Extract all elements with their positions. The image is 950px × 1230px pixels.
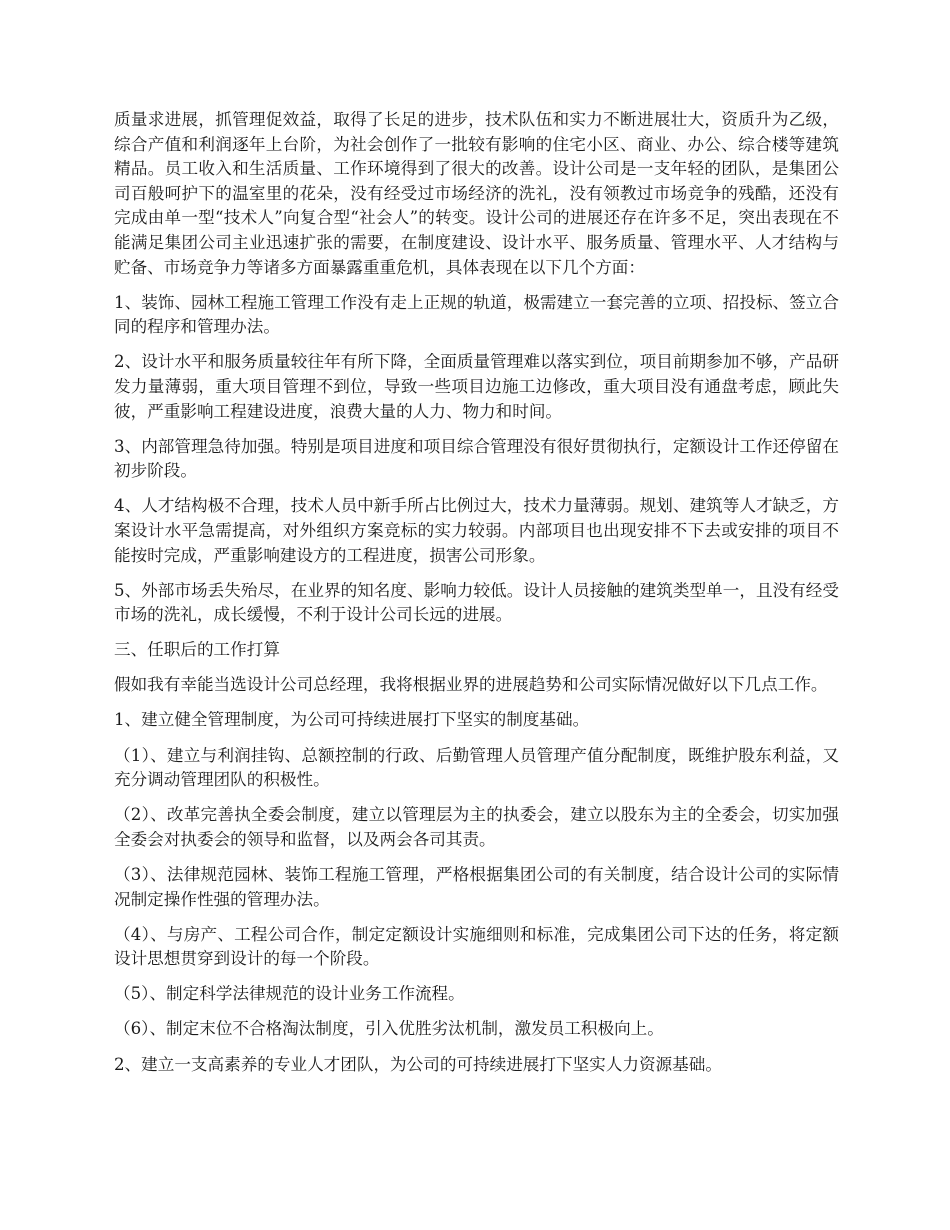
- plan-subitem-6: （6）、制定末位不合格淘汰制度，引入优胜劣汰机制，激发员工积极向上。: [114, 1019, 664, 1039]
- plan-subitem-3: （3）、法律规范园林、装饰工程施工管理，严格根据集团公司的有关制度，结合设计公司的实际情况制定操作性强的管理办法。: [114, 864, 839, 909]
- plan-subitem-5: （5）、制定科学法律规范的设计业务工作流程。: [114, 984, 465, 1004]
- intro-paragraph: 质量求进展，抓管理促效益，取得了长足的进步，技术队伍和实力不断进展壮大，资质升为乙级，综合产值和利润逐年上台阶，为社会创作了一批较有影响的住宅小区、商业、办公、综合楼等建筑精品。员工收入和生活质量、工作环境得到了很大的改善。设计公司是一支年轻的团队，是集团公司百般呵护下的温室里的花朵，没有经受过市场经济的洗礼，没有领教过市场竞争的残酷，还没有完成由单一型“技术人”向复合型“社会人”的转变。设计公司的进展还存在许多不足，突出表现在不能满足集团公司主业迅速扩张的需要，在制度建设、设计水平、服务质量、管理水平、人才结构与贮备、市场竞争力等诸多方面暴露重重危机，具体表现在以下几个方面：: [114, 110, 839, 277]
- plan-subitem-4: （4）、与房产、工程公司合作，制定定额设计实施细则和标准，完成集团公司下达的任务，将定额设计思想贯穿到设计的每一个阶段。: [114, 924, 839, 969]
- plan-item-2: 2、建立一支高素养的专业人才团队，为公司的可持续进展打下坚实人力资源基础。: [114, 1054, 722, 1074]
- plan-item-1: 1、建立健全管理制度，为公司可持续进展打下坚实的制度基础。: [114, 710, 590, 730]
- plan-subitem-2: （2）、改革完善执全委会制度，建立以管理层为主的执委会，建立以股东为主的全委会，切实加强全委会对执委会的领导和监督，以及两会各司其责。: [114, 805, 839, 849]
- section-heading: 三、任职后的工作打算: [114, 640, 280, 660]
- issue-item-4: 4、人才结构极不合理，技术人员中新手所占比例过大，技术力量薄弱。规划、建筑等人才缺乏，方案设计水平急需提高，对外组织方案竞标的实力较弱。内部项目也出现安排不下去或安排的项目不能按时完成，严重影响建设方的工程进度，损害公司形象。: [114, 496, 839, 565]
- plan-intro-paragraph: 假如我有幸能当选设计公司总经理，我将根据业界的进展趋势和公司实际情况做好以下几点工作。: [114, 675, 828, 695]
- issue-item-5: 5、外部市场丢失殆尽，在业界的知名度、影响力较低。设计人员接触的建筑类型单一，且没有经受市场的洗礼，成长缓慢，不利于设计公司长远的进展。: [114, 580, 839, 625]
- issue-item-1: 1、装饰、园林工程施工管理工作没有走上正规的轨道，极需建立一套完善的立项、招投标、签立合同的程序和管理办法。: [114, 292, 839, 337]
- issue-item-2: 2、设计水平和服务质量较往年有所下降，全面质量管理难以落实到位，项目前期参加不够，产品研发力量薄弱，重大项目管理不到位，导致一些项目边施工边修改，重大项目没有通盘考虑，顾此失彼，严重影响工程建设进度，浪费大量的人力、物力和时间。: [114, 352, 839, 421]
- plan-subitem-1: （1）、建立与利润挂钩、总额控制的行政、后勤管理人员管理产值分配制度，既维护股东利益，又充分调动管理团队的积极性。: [114, 745, 839, 790]
- issue-item-3: 3、内部管理急待加强。特别是项目进度和项目综合管理没有很好贯彻执行，定额设计工作还停留在初步阶段。: [114, 436, 839, 481]
- document-body: [114, 108, 839, 1088]
